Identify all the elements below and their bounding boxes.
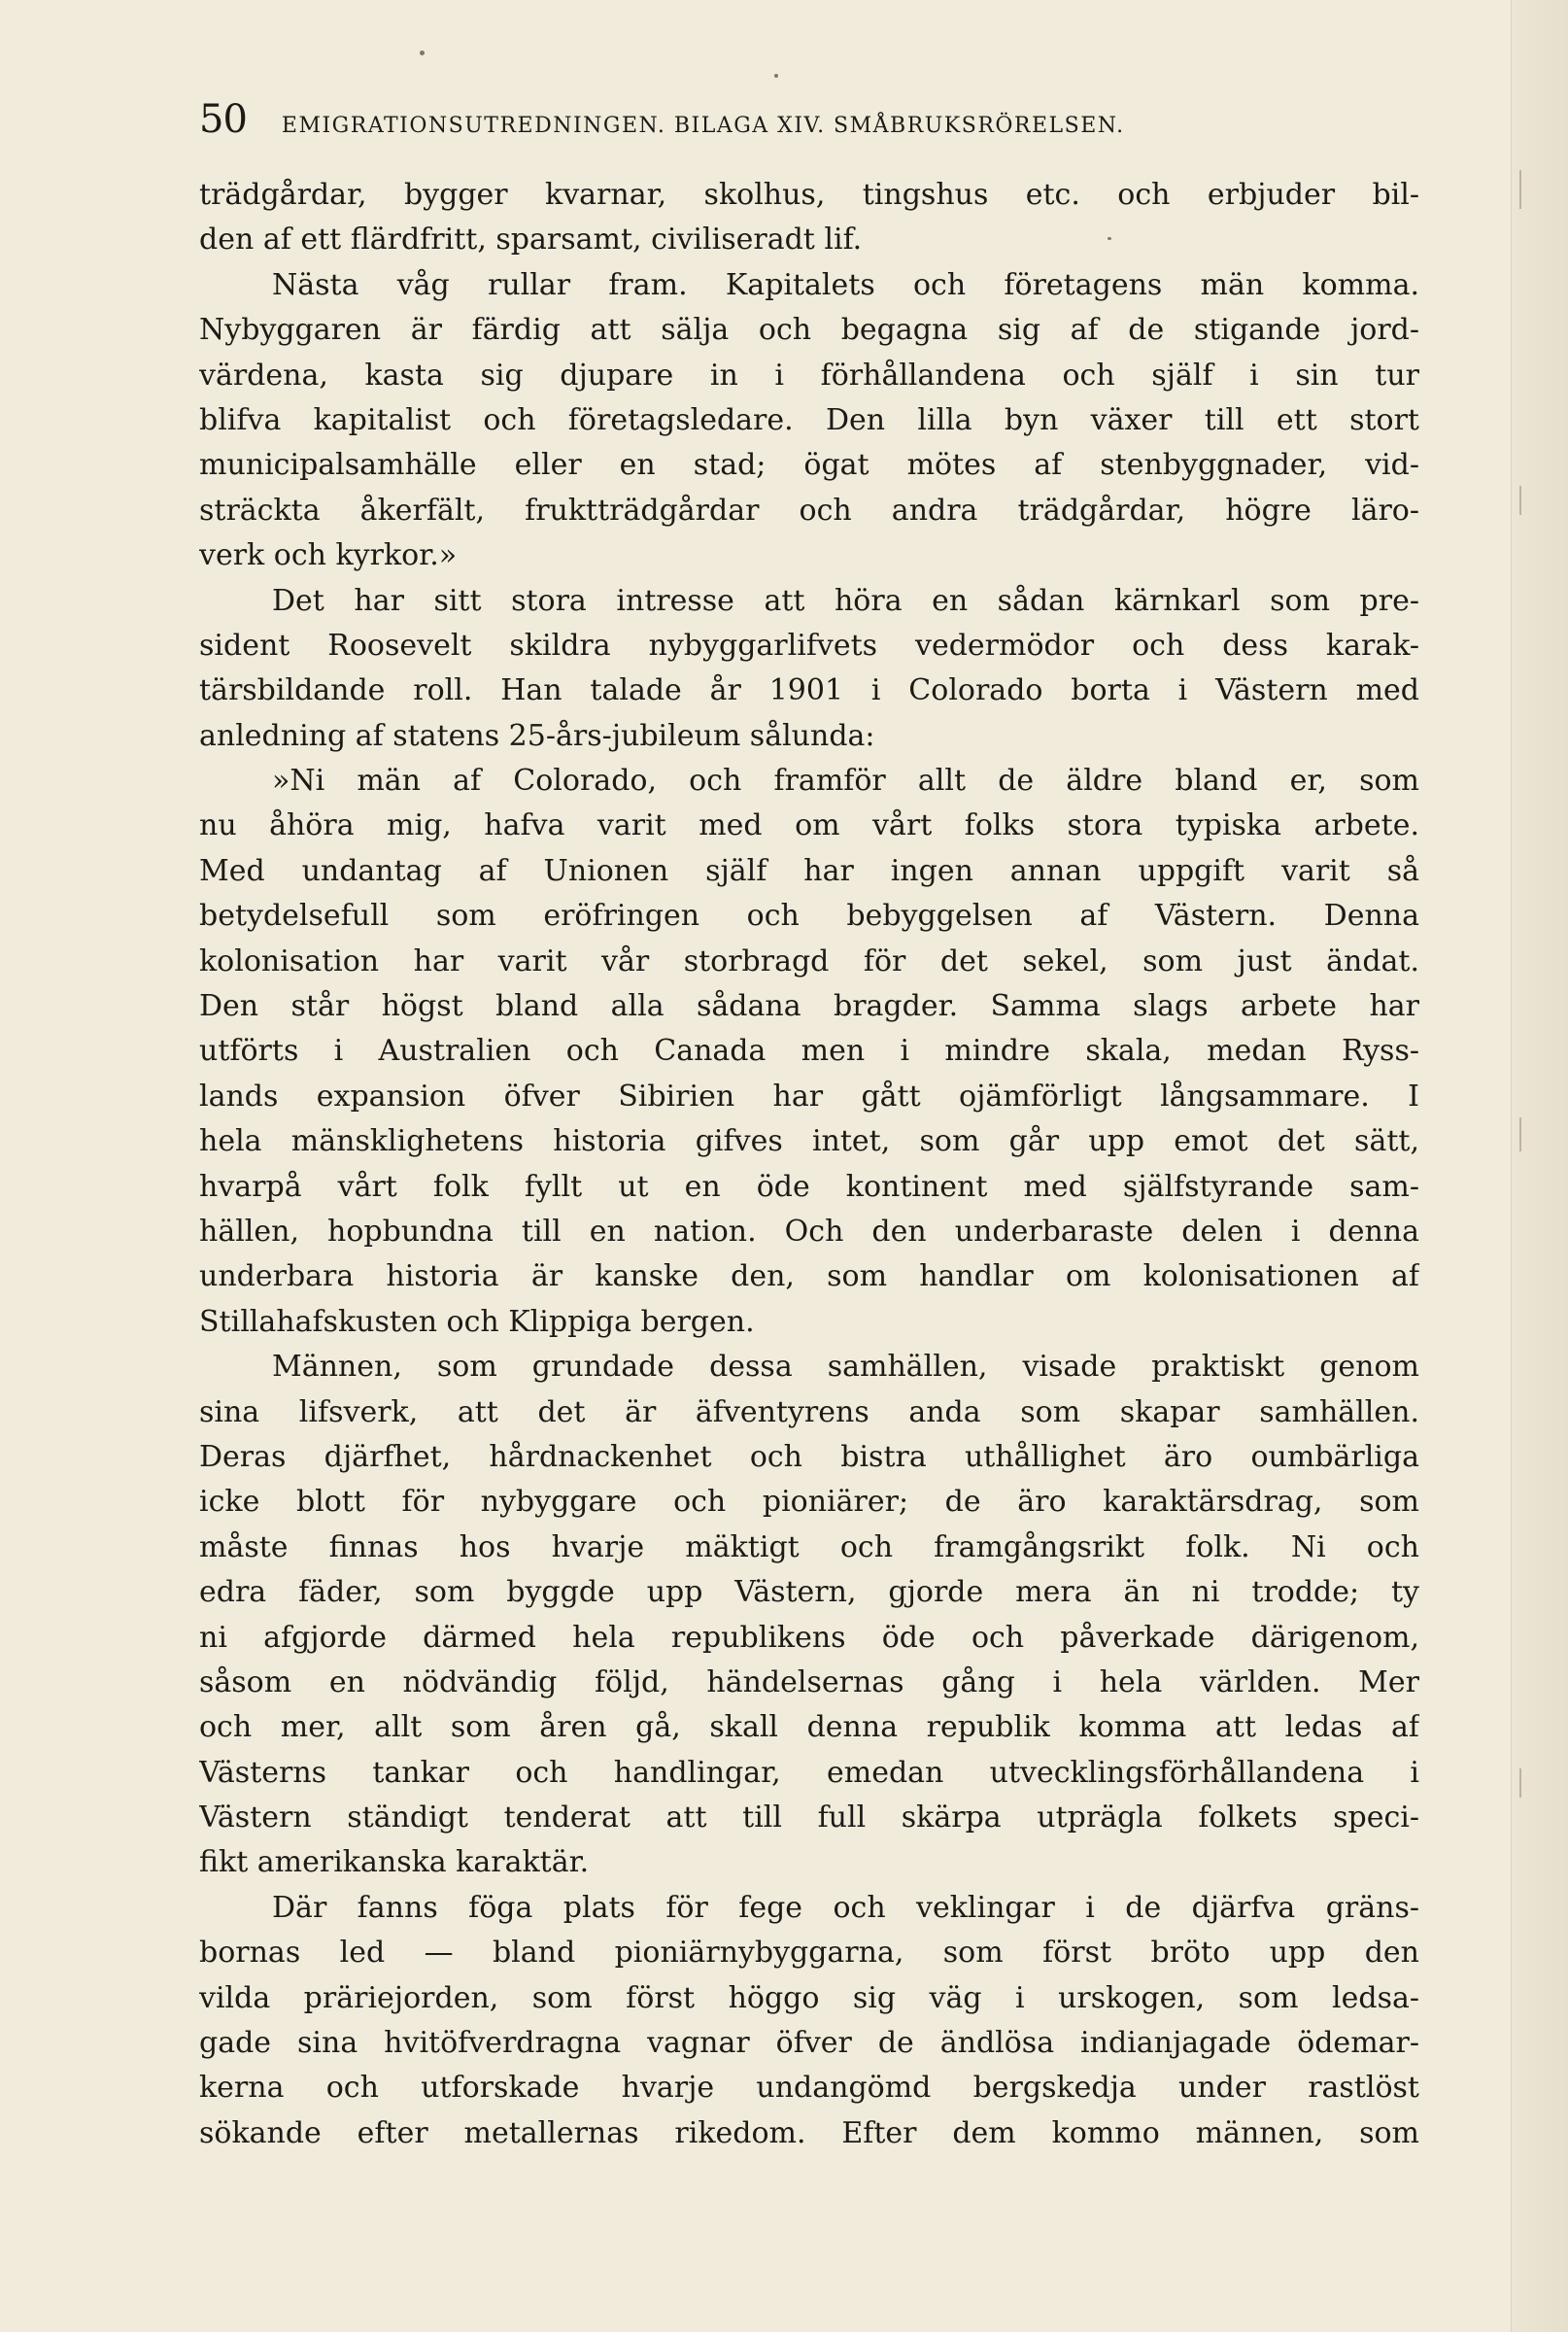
body-text bbox=[199, 173, 1419, 2156]
text-line: tärsbildande roll. Han talade år 1901 i Colorado borta i Västern med bbox=[199, 673, 1419, 708]
text-line: Där fanns föga plats för fege och veklingar i de djärfva gräns- bbox=[272, 1890, 1419, 1925]
text-line: hvarpå vårt folk fyllt ut en öde kontinent med själfstyrande sam- bbox=[199, 1169, 1419, 1204]
text-line: sident Roosevelt skildra nybyggarlifvets vedermödor och dess karak- bbox=[199, 628, 1419, 663]
text-line: municipalsamhälle eller en stad; ögat mötes af stenbyggnader, vid- bbox=[199, 448, 1419, 483]
text-line: hällen, hopbundna till en nation. Och den underbaraste delen i denna bbox=[199, 1214, 1419, 1249]
text-line: fikt amerikanska karaktär. bbox=[199, 1845, 590, 1880]
text-line: »Ni män af Colorado, och framför allt de äldre bland er, som bbox=[272, 764, 1419, 799]
edge-mark bbox=[1519, 170, 1521, 209]
text-line: Nästa våg rullar fram. Kapitalets och företagens män komma. bbox=[272, 267, 1419, 302]
text-line: Med undantag af Unionen själf har ingen annan uppgift varit så bbox=[199, 853, 1419, 888]
text-line: utförts i Australien och Canada men i mindre skala, medan Ryss- bbox=[199, 1034, 1419, 1069]
text-line: Den står högst bland alla sådana bragder. Samma slags arbete har bbox=[199, 989, 1419, 1024]
paper-speck bbox=[774, 74, 778, 78]
text-line: icke blott för nybyggare och pioniärer; de äro karaktärsdrag, som bbox=[199, 1485, 1419, 1520]
page-edge bbox=[1511, 0, 1568, 2332]
page-header bbox=[199, 97, 1326, 155]
edge-mark bbox=[1519, 1768, 1521, 1798]
text-line: verk och kyrkor.» bbox=[199, 538, 458, 573]
text-line: såsom en nödvändig följd, händelsernas gång i hela världen. Mer bbox=[199, 1664, 1419, 1699]
edge-mark bbox=[1519, 1117, 1521, 1151]
running-head: EMIGRATIONSUTREDNINGEN. BILAGA XIV. SMÅBRUKSRÖRELSEN. bbox=[281, 114, 1125, 138]
text-line: trädgårdar, bygger kvarnar, skolhus, tingshus etc. och erbjuder bil- bbox=[199, 178, 1419, 212]
text-line: sökande efter metallernas rikedom. Efter dem kommo männen, som bbox=[199, 2115, 1419, 2150]
text-line: kolonisation har varit vår storbragd för det sekel, som just ändat. bbox=[199, 943, 1419, 978]
edge-mark bbox=[1519, 486, 1521, 515]
text-line: bornas led — bland pioniärnybyggarna, som först bröto upp den bbox=[199, 1936, 1419, 1971]
text-line: Nybyggaren är färdig att sälja och begagna sig af de stigande jord- bbox=[199, 313, 1419, 348]
text-line: underbara historia är kanske den, som handlar om kolonisationen af bbox=[199, 1259, 1419, 1294]
text-line: värdena, kasta sig djupare in i förhållandena och själf i sin tur bbox=[199, 358, 1419, 393]
text-line: sträckta åkerfält, fruktträdgårdar och andra trädgårdar, högre läro- bbox=[199, 493, 1419, 528]
text-line: den af ett flärdfritt, sparsamt, civiliseradt lif. bbox=[199, 223, 863, 257]
text-line: nu åhöra mig, hafva varit med om vårt folks stora typiska arbete. bbox=[199, 808, 1419, 843]
text-line: Männen, som grundade dessa samhällen, visade praktiskt genom bbox=[272, 1350, 1419, 1385]
text-line: anledning af statens 25-års-jubileum sålunda: bbox=[199, 718, 875, 753]
text-line: Västern ständigt tenderat att till full skärpa utprägla folkets speci- bbox=[199, 1800, 1419, 1835]
text-line: hela mänsklighetens historia gifves intet, som går upp emot det sätt, bbox=[199, 1124, 1419, 1159]
text-line: och mer, allt som åren gå, skall denna republik komma att ledas af bbox=[199, 1710, 1419, 1745]
text-line: ni afgjorde därmed hela republikens öde och påverkade därigenom, bbox=[199, 1620, 1419, 1655]
text-line: gade sina hvitöfverdragna vagnar öfver de ändlösa indianjagade ödemar- bbox=[199, 2026, 1419, 2061]
page-number: 50 bbox=[199, 97, 247, 142]
text-line: Deras djärfhet, hårdnackenhet och bistra uthållighet äro oumbärliga bbox=[199, 1439, 1419, 1474]
text-line: måste finnas hos hvarje mäktigt och framgångsrikt folk. Ni och bbox=[199, 1529, 1419, 1564]
text-line: kerna och utforskade hvarje undangömd bergskedja under rastlöst bbox=[199, 2071, 1419, 2106]
text-line: sina lifsverk, att det är äfventyrens anda som skapar samhällen. bbox=[199, 1394, 1419, 1429]
text-line: blifva kapitalist och företagsledare. Den lilla byn växer till ett stort bbox=[199, 402, 1419, 437]
text-line: Stillahafskusten och Klippiga bergen. bbox=[199, 1304, 755, 1339]
text-line: Det har sitt stora intresse att höra en sådan kärnkarl som pre- bbox=[272, 583, 1419, 618]
text-line: vilda präriejorden, som först höggo sig väg i urskogen, som ledsa- bbox=[199, 1980, 1419, 2015]
text-line: Västerns tankar och handlingar, emedan utvecklingsförhållandena i bbox=[199, 1755, 1419, 1790]
paper-speck bbox=[420, 51, 425, 55]
text-line: lands expansion öfver Sibirien har gått ojämförligt långsammare. I bbox=[199, 1079, 1419, 1114]
text-line: betydelsefull som eröfringen och bebyggelsen af Västern. Denna bbox=[199, 899, 1419, 934]
text-line: edra fäder, som byggde upp Västern, gjorde mera än ni trodde; ty bbox=[199, 1575, 1419, 1610]
